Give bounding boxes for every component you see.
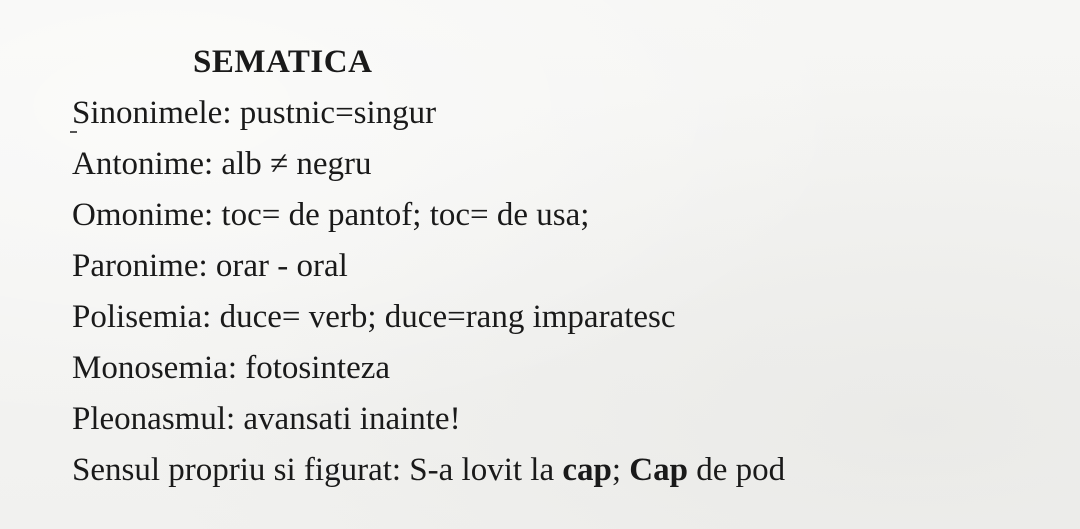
- line-antonime: Antonime: alb ≠ negru: [72, 146, 372, 182]
- definition-list: [72, 88, 785, 496]
- document-title: SEMATICA: [193, 44, 373, 80]
- sensul-prefix: Sensul propriu si figurat: S-a lovit la: [72, 452, 563, 488]
- line-omonime: Omonime: toc= de pantof; toc= de usa;: [72, 197, 590, 233]
- line-polisemia: Polisemia: duce= verb; duce=rang imparatesc: [72, 299, 676, 335]
- line-monosemia: Monosemia: fotosinteza: [72, 350, 391, 386]
- sensul-suffix: de pod: [687, 452, 786, 488]
- line-paronime: Paronime: orar - oral: [72, 248, 348, 284]
- line-sensul: [72, 445, 785, 496]
- sensul-middle: ;: [611, 452, 630, 488]
- line-pleonasmul: Pleonasmul: avansati inainte!: [72, 401, 461, 437]
- sensul-bold-cap-capital: Cap: [629, 452, 688, 488]
- line-sinonime: Sinonimele: pustnic=singur: [72, 95, 437, 131]
- sensul-bold-cap: cap: [562, 452, 612, 488]
